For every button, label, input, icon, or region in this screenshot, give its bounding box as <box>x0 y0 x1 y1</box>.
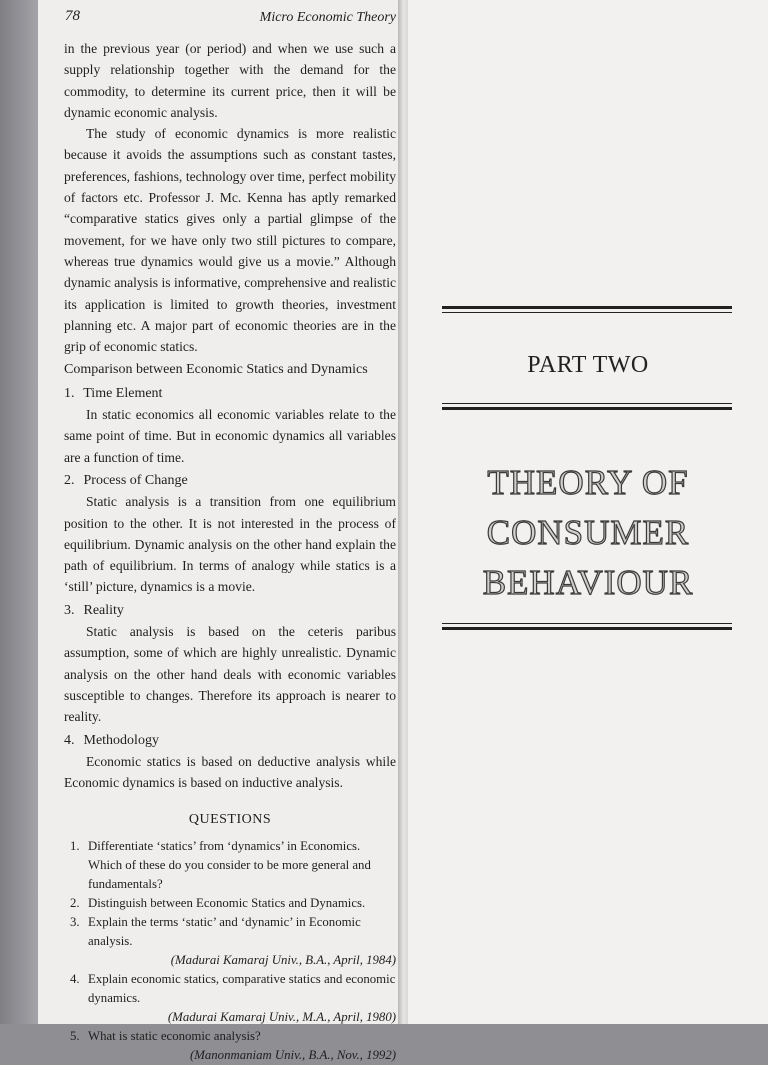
item-text: Static analysis is based on the ceteris paribus assumption, some of which are highly unrealistic. Dynamic analysis on the other hand deals with economic variables susceptible to changes. Therefore its approach is nearer to reality. <box>64 624 396 725</box>
question-text: Distinguish between Economic Statics and Dynamics. <box>88 895 366 910</box>
running-head: Micro Economic Theory <box>259 10 396 25</box>
item-heading <box>64 730 396 751</box>
item-heading <box>64 470 396 491</box>
page-number: 78 <box>65 8 80 24</box>
title-line: CONSUMER <box>486 513 690 552</box>
bottom-double-rule <box>442 623 732 630</box>
item-title: Time Element <box>83 385 163 401</box>
question-number: 5. <box>70 1028 80 1043</box>
middle-double-rule <box>442 403 732 410</box>
item-heading <box>64 383 396 404</box>
right-page <box>408 0 768 1024</box>
item-title: Process of Change <box>83 472 188 488</box>
question-source: (Manonmaniam Univ., B.A., Nov., 1992) <box>189 1047 396 1062</box>
question-source: (Madurai Kamaraj Univ., B.A., April, 1984) <box>170 952 396 967</box>
question-item <box>70 970 396 1027</box>
item-number: 4. <box>64 732 75 748</box>
item-title: Reality <box>83 602 124 618</box>
question-number: 2. <box>70 895 80 910</box>
item-title: Methodology <box>83 732 159 748</box>
left-page <box>38 0 400 1062</box>
part-title <box>468 458 708 608</box>
question-number: 4. <box>70 971 80 986</box>
book-gutter <box>398 0 408 1024</box>
question-item <box>70 1027 396 1065</box>
question-item <box>70 837 396 894</box>
item-number: 2. <box>64 472 75 488</box>
questions-heading: QUESTIONS <box>188 812 272 828</box>
paragraph: in the previous year (or period) and when we use such a supply relationship together with the demand for the commodity, to determine its current price, then it will be dynamic economic analysis. <box>64 41 396 120</box>
item-text: In static economics all economic variables relate to the same point of time. But in economic dynamics all variables are a function of time. <box>64 407 396 465</box>
question-text: Explain economic statics, comparative statics and economic dynamics. <box>88 971 396 1005</box>
item-number: 3. <box>64 602 75 618</box>
question-text: Differentiate ‘statics’ from ‘dynamics’ in Economics. Which of these do you consider to be more general and fundamentals? <box>88 838 371 891</box>
section-heading: Comparison between Economic Statics and Dynamics <box>64 362 368 378</box>
question-text: Explain the terms ‘static’ and ‘dynamic’ in Economic analysis. <box>88 914 361 948</box>
title-line: BEHAVIOUR <box>482 563 694 602</box>
item-text: Economic statics is based on deductive analysis while Economic dynamics is based on inductive analysis. <box>64 753 396 791</box>
question-item <box>70 913 396 970</box>
question-number: 3. <box>70 914 80 929</box>
title-line: THEORY OF <box>487 463 689 502</box>
body-text <box>64 38 396 1065</box>
question-number: 1. <box>70 838 80 853</box>
part-label: PART TWO <box>527 352 649 378</box>
item-text: Static analysis is a transition from one equilibrium position to the other. It is not interested in the process of equilibrium. Dynamic analysis on the other hand explain the path of equilibrium. In terms of analogy while statics is a ‘still’ picture, dynamics is a movie. <box>64 494 396 595</box>
question-text: What is static economic analysis? <box>88 1028 261 1043</box>
question-source: (Madurai Kamaraj Univ., M.A., April, 1980) <box>167 1009 396 1024</box>
item-heading <box>64 600 396 621</box>
paragraph: The study of economic dynamics is more realistic because it avoids the assumptions such as constant tastes, preferences, fashions, technology over time, perfect mobility of factors etc. Professor J. Mc. Kenna has aptly remarked “comparative statics gives only a partial glimpse of the movement, for we have only two still pictures to compare, whereas true dynamics would give us a movie.” Although dynamic analysis is informative, comprehensive and realistic its application is limited to growth theories, investment planning etc. A major part of economic theories are in the grip of economic statics. <box>64 126 396 355</box>
questions-list <box>64 837 396 1065</box>
scan-edge <box>0 0 38 1024</box>
item-number: 1. <box>64 385 75 401</box>
question-item <box>70 894 396 913</box>
top-double-rule <box>442 306 732 313</box>
